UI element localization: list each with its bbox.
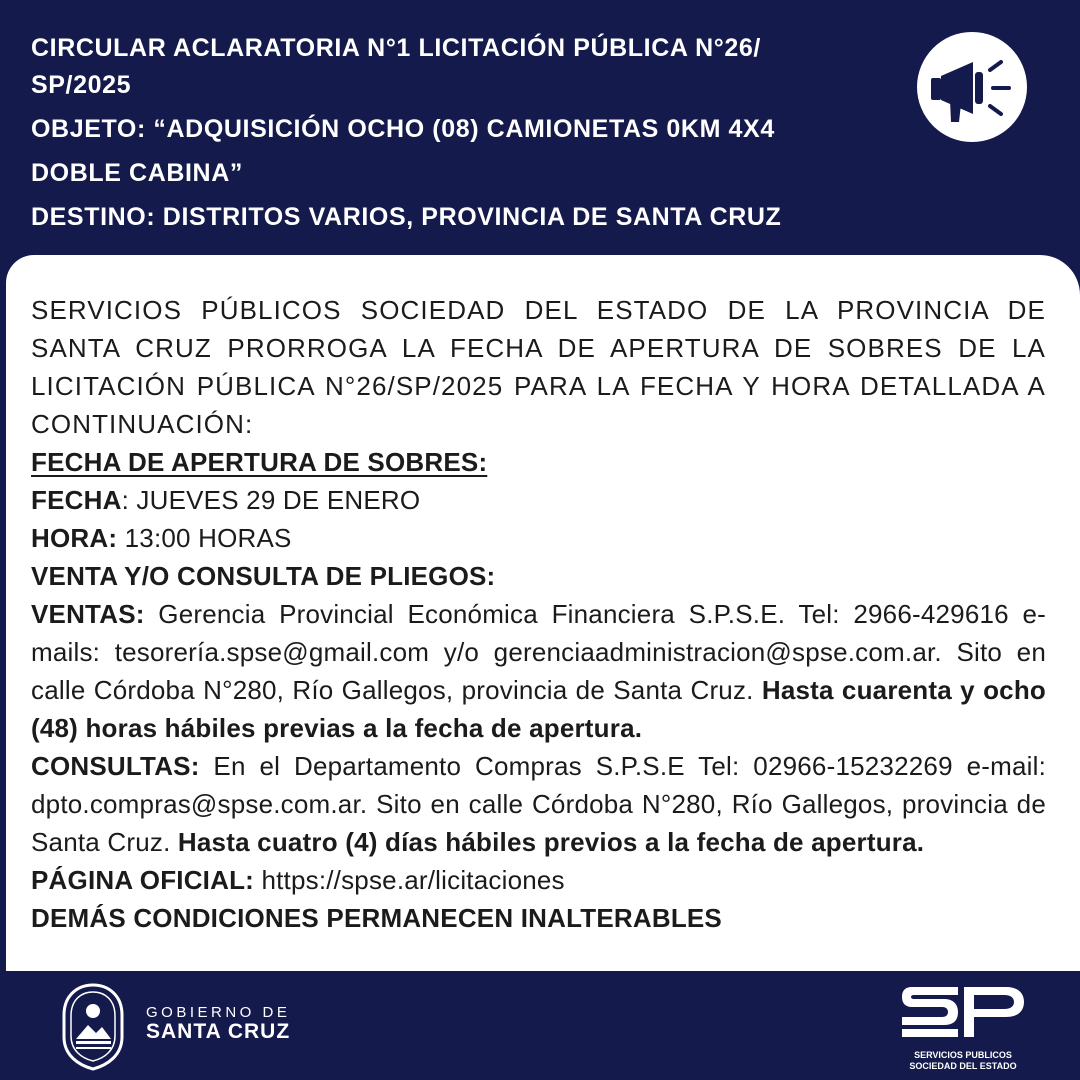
- pagina-label: PÁGINA OFICIAL:: [31, 865, 255, 895]
- hora-label: HORA:: [31, 523, 118, 553]
- hora-row: [31, 519, 1046, 557]
- closing-statement: DEMÁS CONDICIONES PERMANECEN INALTERABLES: [31, 903, 722, 933]
- santa-cruz-seal-icon: [58, 981, 128, 1071]
- sp-caption-line-2: SOCIEDAD DEL ESTADO: [909, 1061, 1017, 1071]
- ventas-paragraph: [31, 595, 1046, 747]
- header-destino-line: DESTINO: DISTRITOS VARIOS, PROVINCIA DE SANTA CRUZ: [31, 203, 782, 231]
- fecha-row: [31, 481, 1046, 519]
- gobierno-label: GOBIERNO DE: [146, 1004, 291, 1021]
- consultas-deadline: Hasta cuatro (4) días hábiles previos a la fecha de apertura.: [177, 827, 925, 857]
- header-title: [31, 30, 891, 236]
- apertura-heading: FECHA DE APERTURA DE SOBRES:: [31, 447, 488, 477]
- header-line-2: SP/2025: [31, 71, 132, 99]
- hora-value: 13:00 HORAS: [117, 523, 292, 553]
- consultas-label: CONSULTAS:: [31, 751, 200, 781]
- ventas-label: VENTAS:: [31, 599, 145, 629]
- sp-logo-icon: [898, 981, 1028, 1043]
- sp-caption-line-1: SERVICIOS PUBLICOS: [914, 1050, 1012, 1060]
- notice-text: [31, 291, 1046, 937]
- venta-heading-row: [31, 557, 1046, 595]
- pagina-row: [31, 861, 1046, 899]
- consultas-paragraph: [31, 747, 1046, 861]
- header-objeto-line: OBJETO: “ADQUISICIÓN OCHO (08) CAMIONETAS 0KM 4X4: [31, 115, 775, 143]
- closing-row: [31, 899, 1046, 937]
- sp-logo-caption: [888, 1050, 1038, 1072]
- megaphone-icon: [917, 32, 1027, 142]
- ventas-deadline: Hasta cuarenta y ocho (48) horas hábiles previas a la fecha de apertura.: [31, 675, 1046, 743]
- pagina-link[interactable]: https://spse.ar/licitaciones: [254, 865, 565, 895]
- header-line-1: CIRCULAR ACLARATORIA N°1 LICITACIÓN PÚBLICA N°26/: [31, 34, 761, 62]
- footer-bar: [0, 971, 1080, 1080]
- apertura-heading-row: [31, 443, 1046, 481]
- header-objeto-line-2: DOBLE CABINA”: [31, 159, 243, 187]
- santa-cruz-label: SANTA CRUZ: [146, 1020, 291, 1043]
- intro-paragraph: SERVICIOS PÚBLICOS SOCIEDAD DEL ESTADO DE LA PROVINCIA DE SANTA CRUZ PRORROGA LA FECHA DE APERTURA DE SOBRES DE LA LICITACIÓN PÚBLICA N°26/SP/2025 PARA LA FECHA Y HORA DETALLADA A CONTINUACIÓN:: [31, 295, 1046, 439]
- venta-heading: VENTA Y/O CONSULTA DE PLIEGOS:: [31, 561, 496, 591]
- header-banner: [0, 0, 1080, 285]
- ventas-text: Gerencia Provincial Económica Financiera S.P.S.E. Tel: 2966-429616 e-mails: tesorería.spse@gmail.com y/o gerenciaadministracion@spse.com.ar. Sito en calle Córdoba N°280, Río Gallegos, provincia de Santa Cruz.: [31, 599, 1046, 705]
- consultas-text: En el Departamento Compras S.P.S.E Tel: 02966-15232269 e-mail: dpto.compras@spse.com.ar. Sito en calle Córdoba N°280, Río Gallegos, provincia de Santa Cruz.: [31, 751, 1046, 857]
- fecha-label: FECHA: [31, 485, 122, 515]
- notice-body: [6, 255, 1080, 971]
- fecha-value: : JUEVES 29 DE ENERO: [121, 485, 421, 515]
